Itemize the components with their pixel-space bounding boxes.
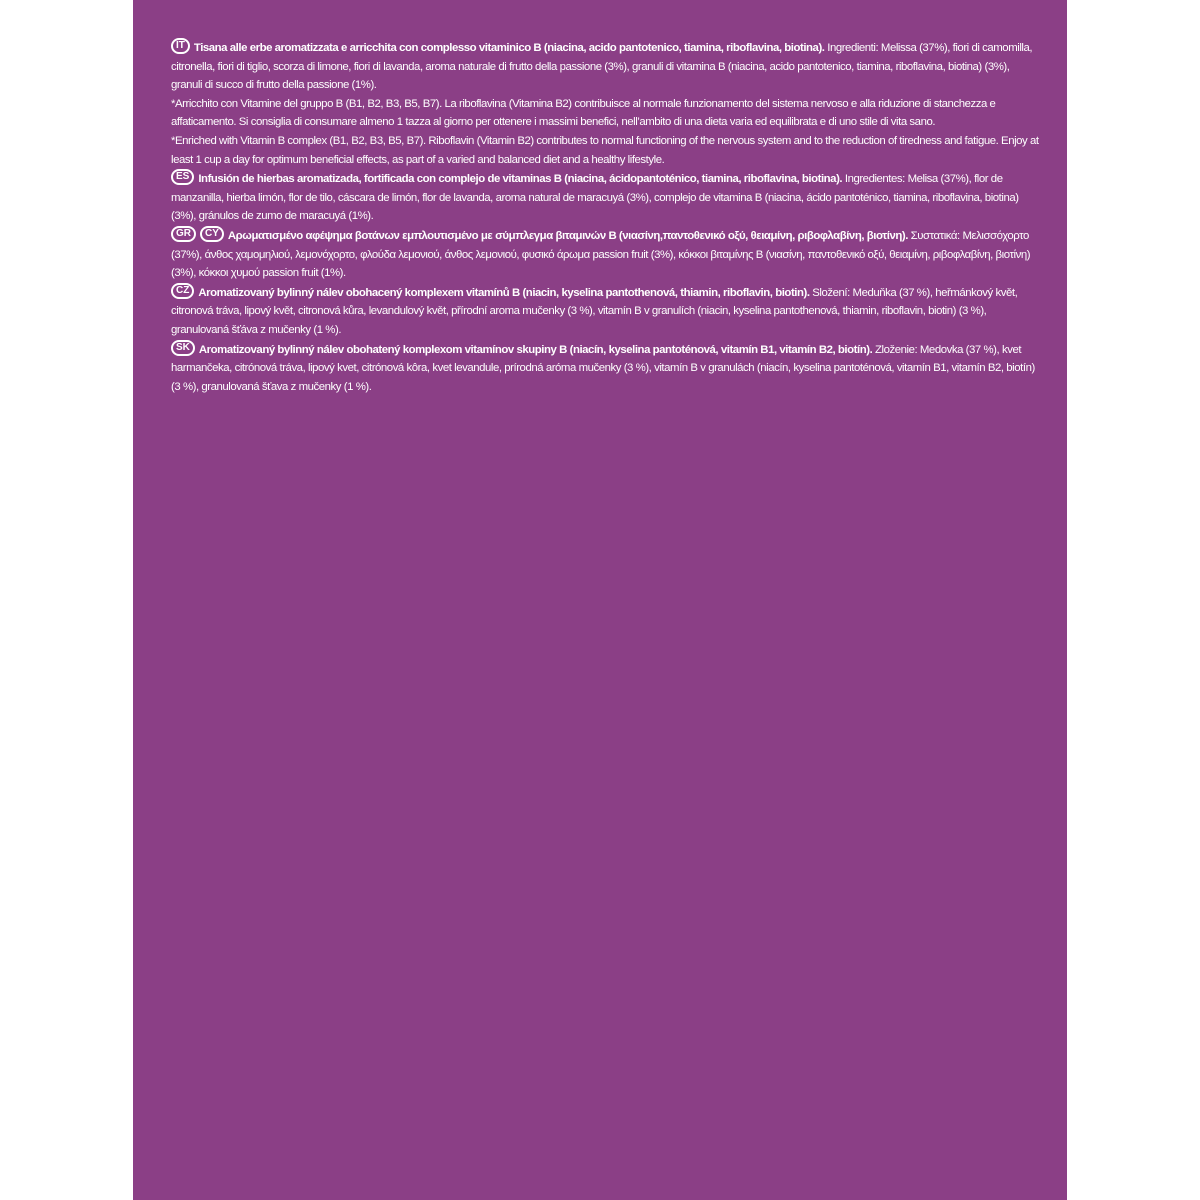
language-badge-cy: CY [200, 226, 224, 242]
section-it [171, 38, 1041, 95]
section-sk-ingredients: Zloženie: Medovka (37 %), kvet harmančeka, citrónová tráva, lipový kvet, citrónová kôra, kvet levandule, prírodná aróma mučenky (3 %), vitamín B v granulách (niacín, kyselina pantoténová, vitamín B1, vitamín B2, biotín) (3 %), granulovaná šťava z mučenky (1 %). [171, 343, 1035, 393]
language-badge-cz: CZ [171, 283, 194, 299]
language-badge-gr: GR [171, 226, 196, 242]
section-es [171, 169, 1041, 226]
ingredient-panel [133, 0, 1067, 1200]
section-sk [171, 340, 1041, 397]
section-es-title: Infusión de hierbas aromatizada, fortificada con complejo de vitaminas B (niacina, ácidopantoténico, tiamina, riboflavina, biotina). [198, 173, 843, 186]
section-it-ingredients: Ingredienti: Melissa (37%), fiori di camomilla, citronella, fiori di tiglio, scorza di limone, fiori di lavanda, aroma naturale di frutto della passione (3%), granuli di vitamina B (niacina, acido pantotenico, tiamina, riboflavina, biotina) (3%), granuli di succo di frutto della passione (1%). [171, 42, 1033, 92]
section-cz-ingredients: Složení: Meduňka (37 %), heřmánkový květ, citronová tráva, lipový květ, citronová kůra, levandulový květ, přírodní aroma mučenky (3 %), vitamín B v granulích (niacin, kyselina pantothenová, thiamin, riboflavin, biotin) (3 %), granulovaná šťáva z mučenky (1 %). [171, 286, 1018, 336]
section-cz [171, 283, 1041, 340]
language-badge-sk: SK [171, 340, 195, 356]
section-gr [171, 226, 1041, 283]
section-it-note-english: *Enriched with Vitamin B complex (B1, B2, B3, B5, B7). Riboflavin (Vitamin B2) contributes to normal functioning of the nervous system and to the reduction of tiredness and fatigue. Enjoy at least 1 cup a day for optimum beneficial effects, as part of a varied and balanced diet and a healthy lifestyle. [171, 134, 1039, 166]
section-sk-title: Aromatizovaný bylinný nálev obohatený komplexom vitamínov skupiny B (niacín, kyselina pantoténová, vitamín B1, vitamín B2, biotín). [198, 343, 873, 356]
section-cz-title: Aromatizovaný bylinný nálev obohacený komplexem vitamínů B (niacin, kyselina pantothenová, thiamin, riboflavin, biotin). [198, 286, 810, 299]
section-es-ingredients: Ingredientes: Melisa (37%), flor de manzanilla, hierba limón, flor de tilo, cáscara de limón, flor de lavanda, aroma natural de maracuyá (3%), complejo de vitamina B (niacina, ácido pantoténico, tiamina, riboflavina, biotina) (3%), gránulos de zumo de maracuyá (1%). [171, 173, 1019, 223]
section-it-note-italian: *Arricchito con Vitamine del gruppo B (B1, B2, B3, B5, B7). La riboflavina (Vitamina B2) contribuisce al normale funzionamento del sistema nervoso e alla riduzione di stanchezza e affaticamento. Si consiglia di consumare almeno 1 tazza al giorno per ottenere i massimi benefici, nell’ambito di una dieta varia ed equilibrata e di uno stile di vita sano. [171, 97, 996, 129]
section-gr-title: Αρωματισμένο αφέψημα βοτάνων εμπλουτισμένο με σύμπλεγμα βιταμινών Β (νιασίνη,παντοθενικό οξύ, θειαμίνη, ριβοφλαβίνη, βιοτίνη). [227, 229, 908, 242]
section-it-title: Tisana alle erbe aromatizzata e arricchita con complesso vitaminico B (niacina, acido pantotenico, tiamina, riboflavina, biotina). [193, 42, 825, 54]
section-gr-ingredients: Συστατικά: Μελισσόχορτο (37%), άνθος χαμομηλιού, λεμονόχορτο, φλούδα λεμονιού, άνθος λεμονιού, φυσικό άρωμα passion fruit (3%), κόκκοι βιταμίνης Β (νιασίνη, παντοθενικό οξύ, θειαμίνη, ριβοφλαβίνη, βιοτίνη) (3%), κόκκοι χυμού passion fruit (1%). [171, 229, 1031, 280]
language-badge-it: IT [171, 38, 190, 54]
language-badge-es: ES [171, 169, 194, 185]
